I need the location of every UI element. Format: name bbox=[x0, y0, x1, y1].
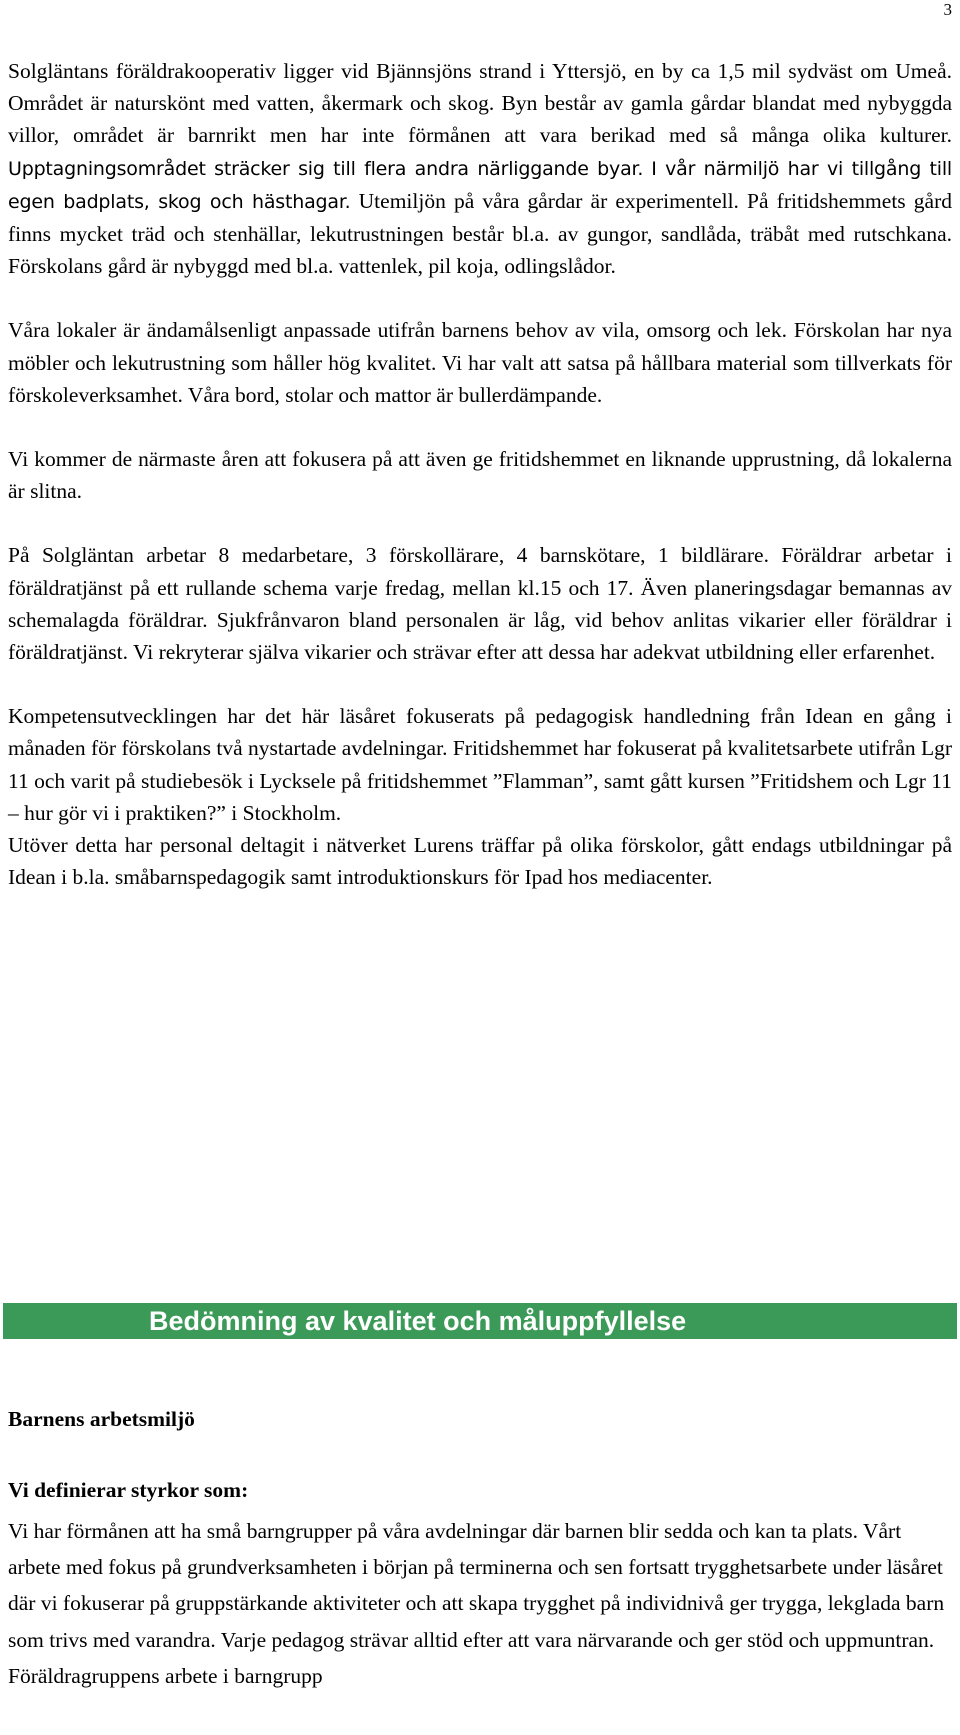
strengths-text-block bbox=[8, 1513, 952, 1694]
page-number: 3 bbox=[943, 0, 952, 19]
outdoor-text: Utemiljön på våra gårdar är experimentell. På fritidshemmets gård finns mycket träd och stenhällar, lekutrustningen består bl.a. av gungor, sandlåda, träbåt med rutschkana. Förskolans gård är nybyggd med bl.a. vattenlek, pil koja, odlingslådor. bbox=[8, 188, 952, 279]
paragraph-training: Utöver detta har personal deltagit i nätverket Lurens träffar på olika förskolor, gått endags utbildningar på Idean i b.la. småbarnspedagogik samt introduktionskurs för Ipad hos mediacenter. bbox=[8, 833, 952, 890]
intro-text bbox=[8, 55, 952, 893]
paragraph-competence: Kompetensutvecklingen har det här läsåret fokuserats på pedagogisk handledning från Idean en gång i månaden för förskolans två nystartade avdelningar. Fritidshemmet har fokuserat på kvalitetsarbete utifrån Lgr 11 och varit på studiebesök i Lycksele på fritidshemmet ”Flamman”, samt gått kursen ”Fritidshem och Lgr 11 – hur gör vi i praktiken?” i Stockholm. bbox=[8, 704, 952, 825]
surroundings-text: I vår närmiljö har vi tillgång till egen badplats, skog och hästhagar. bbox=[8, 157, 953, 213]
subheading-strengths: Vi definierar styrkor som: bbox=[8, 1478, 249, 1502]
catchment-text: Upptagningsområdet sträcker sig till flera andra närliggande byar. bbox=[8, 157, 644, 180]
location-text: Solgläntans föräldrakooperativ ligger vid Bjännsjöns strand i Yttersjö, en by ca 1,5 mil sydväst om Umeå. Området är naturskönt med vatten, åkermark och skog. Byn består av gamla gårdar blandat med nybyggda villor, området är barnrikt men har inte förmånen att vara berikad med så många olika kulturer. bbox=[8, 59, 952, 148]
section-heading: Bedömning av kvalitet och måluppfyllelse bbox=[149, 1305, 687, 1336]
paragraph-staff: På Solgläntan arbetar 8 medarbetare, 3 förskollärare, 4 barnskötare, 1 bildlärare. Föräldrar arbetar i föräldratjänst på ett rullande schema varje fredag, mellan kl.15 och 17. Även planeringsdagar bemannas av schemalagda föräldrar. Sjukfrånvaron bland personalen är låg, vid behov anlitas vikarier eller föräldrar i föräldratjänst. Vi rekryterar själva vikarier och strävar efter att dessa har adekvat utbildning eller erfarenhet. bbox=[8, 543, 952, 665]
subheading-work-environment: Barnens arbetsmiljö bbox=[8, 1407, 195, 1431]
paragraph-premises: Våra lokaler är ändamålsenligt anpassade utifrån barnens behov av vila, omsorg och lek. Förskolan har nya möbler och lekutrustning som håller hög kvalitet. Vi har valt att satsa på hållbara material som tillverkats för förskoleverksamhet. Våra bord, stolar och mattor är bullerdämpande. bbox=[8, 318, 952, 407]
strengths-paragraph: Vi har förmånen att ha små barngrupper på våra avdelningar där barnen blir sedda och kan ta plats. Vårt arbete med fokus på grundverksamheten i början på terminerna och sen fortsatt trygghetsarbete under läsåret där vi fokuserar på gruppstärkande aktiviteter och att skapa trygghet på individnivå ger trygga, lekglada barn som trivs med varandra. Varje pedagog strävar alltid efter att vara närvarande och ger stöd och uppmuntran. Föräldragruppens arbete i barngrupp bbox=[8, 1519, 945, 1688]
paragraph-location bbox=[8, 55, 952, 282]
section-heading-banner bbox=[3, 1303, 957, 1339]
paragraph-renovation: Vi kommer de närmaste åren att fokusera på att även ge fritidshemmet en liknande upprustning, då lokalerna är slitna. bbox=[8, 447, 952, 504]
